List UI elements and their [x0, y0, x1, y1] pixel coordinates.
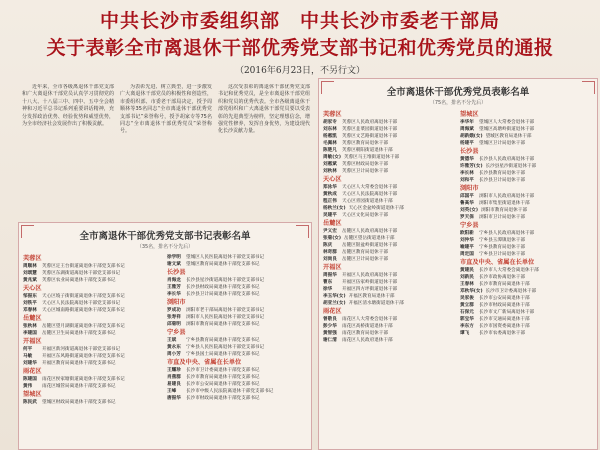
- list-item: [23, 383, 163, 390]
- honoree-name: 黄伟: [23, 384, 33, 389]
- region-heading: 长沙县: [167, 269, 186, 276]
- list-item: [460, 119, 593, 126]
- honoree-name: 陈楚凡: [323, 148, 337, 153]
- honoree-name: 欧阳新: [460, 231, 474, 236]
- list-item: [460, 126, 593, 133]
- honoree-unit: 宁乡县教育局离退休干部党支部书记: [186, 338, 260, 343]
- honoree-name: 陈庆: [323, 243, 333, 248]
- honoree-unit: 浏阳市教育局退休干部: [480, 208, 527, 213]
- list-item: [23, 399, 163, 406]
- honoree-name: 周振华: [323, 273, 337, 278]
- honoree-unit: 芙蓉区农业局离退休干部党支部书记: [42, 278, 116, 283]
- honoree-unit: 开福区伍家岭街道退休干部: [342, 280, 398, 285]
- honoree-name: 郭宝华: [460, 317, 474, 322]
- honoree-name: 黄建民: [460, 268, 474, 273]
- honoree-unit: 宁乡县国土局离退休干部党支部书记: [186, 352, 260, 357]
- region-heading: 浏阳市: [460, 185, 479, 192]
- list-item: [167, 388, 307, 395]
- honoree-name: 鲁高华: [460, 201, 474, 206]
- honoree-unit: 岳麓区人民政府离退休干部: [342, 229, 398, 234]
- list-item: [323, 228, 456, 235]
- list-item: [460, 267, 593, 274]
- honoree-unit: 天心区金盆岭街道退休干部: [348, 206, 404, 211]
- honoree-name: 易建良: [167, 382, 181, 387]
- members-list-subtitle: （75名，排名不分先后）: [429, 100, 487, 106]
- honoree-name: 谢仁清: [323, 338, 337, 343]
- region-heading: 开福区: [23, 338, 42, 345]
- list-item: [460, 156, 593, 163]
- honoree-unit: 天心区人大常委会退休干部: [342, 185, 398, 190]
- honoree-name: 黄德华: [460, 157, 474, 162]
- list-item: [460, 330, 593, 337]
- honoree-unit: 长沙市中级人民法院离退休干部党支部书记: [186, 389, 274, 394]
- region-heading: 市直及中央、省属在长单位: [460, 259, 535, 266]
- honoree-name: 肖燕群: [167, 375, 181, 380]
- region-heading: 芙蓉区: [323, 111, 342, 118]
- list-item: [23, 270, 163, 277]
- honoree-name: 王雅芳: [167, 285, 181, 290]
- list-item: [460, 177, 593, 184]
- honoree-name: 徐学明: [167, 255, 181, 260]
- list-item: [23, 323, 163, 330]
- honoree-unit: 芙蓉区人民政府离退休干部: [342, 120, 398, 125]
- honoree-name: 黄秋成: [323, 192, 337, 197]
- list-item: [460, 295, 593, 302]
- region-heading: 长沙县: [460, 148, 479, 155]
- honoree-unit: 岳麓区望岳街道退休干部: [343, 236, 395, 241]
- honoree-unit: 宁乡县玉潭镇退休干部: [479, 238, 525, 243]
- list-item: [323, 191, 456, 198]
- honoree-unit: 浏阳市老干部局离退休干部党支部书记: [186, 308, 265, 313]
- honoree-unit: 天心区文化局退休干部: [342, 213, 388, 218]
- list-item: [460, 140, 593, 147]
- honoree-name: 黄智强: [323, 331, 337, 336]
- honoree-unit: 开福区教育局退休干部: [348, 294, 395, 299]
- honoree-unit: 雨花区人民政府退休干部: [342, 338, 393, 343]
- honoree-unit: 芙蓉区教育局退休干部: [342, 141, 388, 146]
- honoree-unit: 雨花区高桥街道退休干部: [342, 324, 393, 329]
- list-item: [323, 235, 456, 242]
- list-item: [460, 133, 593, 140]
- list-item: [23, 307, 163, 314]
- list-item: [460, 170, 593, 177]
- honoree-name: 张菊(女): [323, 236, 341, 241]
- region-heading: 雨花区: [23, 368, 42, 375]
- honoree-unit: 浏阳市人民医院离退休干部党支部书记: [186, 315, 265, 320]
- honoree-unit: 天心区坡子街街道离退休干部党支部书记: [42, 294, 125, 299]
- list-item: [167, 395, 307, 402]
- honoree-unit: 开福区人民政府离退休干部: [342, 273, 398, 278]
- honoree-unit: 长沙市国资委离退休干部: [479, 324, 530, 329]
- honoree-unit: 宁乡县人民医院离退休干部党支部书记: [186, 345, 265, 350]
- honoree-unit: 长沙县星沙街道退休干部: [485, 164, 537, 169]
- honoree-unit: 雨花区城管局离退休干部党支部书记: [42, 384, 116, 389]
- honoree-unit: 宁乡县卫计局退休干部: [479, 252, 525, 257]
- list-item: [167, 254, 307, 261]
- honoree-name: 石保元: [460, 310, 474, 315]
- list-item: [167, 337, 307, 344]
- honoree-name: 黄兆斌: [23, 278, 37, 283]
- honoree-unit: 浏阳市集里街道退休干部: [479, 201, 530, 206]
- honoree-name: 邓秋华(女): [460, 289, 483, 294]
- list-item: [323, 242, 456, 249]
- honoree-name: 曾敬良: [323, 317, 337, 322]
- honoree-name: 刘颂慧: [23, 271, 37, 276]
- honoree-unit: 芙蓉区文艺路街道退休干部: [342, 134, 398, 139]
- list-item: [167, 284, 307, 291]
- honoree-name: 许雅芳(女): [460, 164, 483, 169]
- honoree-name: 周海斌: [460, 127, 474, 132]
- secretaries-list-columns: [19, 250, 311, 406]
- honoree-unit: 望城区人民医院离退休干部党支部书记: [186, 255, 265, 260]
- honoree-name: 李建国: [23, 331, 37, 336]
- list-item: [323, 323, 456, 330]
- region-heading: 岳麓区: [23, 315, 42, 322]
- honoree-name: 何平: [23, 347, 33, 352]
- honoree-name: 刘惠斌: [323, 162, 337, 167]
- list-item: [323, 133, 456, 140]
- honoree-name: 李玉华(女): [323, 294, 346, 299]
- honoree-unit: 芙蓉区定王台街道离退休干部党支部书记: [42, 264, 125, 269]
- list-item: [323, 140, 456, 147]
- honoree-name: 周顺林: [23, 264, 37, 269]
- honoree-unit: 长沙市卫计委离退休干部: [485, 289, 537, 294]
- honoree-name: 刘仲华: [460, 238, 474, 243]
- honoree-unit: 望城区教育局退休干部: [485, 134, 532, 139]
- honoree-name: 李长华: [167, 292, 181, 297]
- list-item: [460, 214, 593, 221]
- list-item: [460, 251, 593, 258]
- name-list-column: [460, 110, 593, 344]
- list-item: [460, 237, 593, 244]
- honoree-unit: 芙蓉区财政局退休干部: [342, 162, 388, 167]
- honoree-unit: 芙蓉区朝阳街道退休干部: [342, 148, 393, 153]
- honoree-unit: 长沙市公安局离退休干部党支部书记: [186, 382, 260, 387]
- honoree-unit: 开福区教育局离退休干部党支部书记: [42, 361, 116, 366]
- list-item: [460, 302, 593, 309]
- list-item: [167, 261, 307, 268]
- list-item: [323, 154, 456, 161]
- honoree-name: 谭飞: [460, 331, 470, 336]
- honoree-name: 刘铁平: [23, 301, 37, 306]
- honoree-unit: 岳麓区教育局退休干部: [342, 250, 388, 255]
- honoree-name: 刘新民: [460, 275, 474, 280]
- honoree-name: 罗天保: [460, 215, 474, 220]
- members-list-columns: [319, 106, 597, 344]
- honoree-unit: 芙蓉区东湖街道离退休干部党支部书记: [42, 271, 121, 276]
- honoree-name: 马敏: [23, 354, 33, 359]
- honoree-unit: 长沙市文广新局离退休干部: [479, 310, 535, 315]
- honoree-name: 王峰: [167, 389, 177, 394]
- list-item: [23, 277, 163, 284]
- honoree-name: 杨惠凯: [323, 134, 337, 139]
- list-item: [23, 263, 163, 270]
- region-heading: 雨花区: [323, 308, 342, 315]
- honoree-name: 郑泳华: [323, 185, 337, 190]
- honoree-unit: 长沙市公安局离退休干部: [479, 296, 530, 301]
- list-item: [323, 168, 456, 175]
- list-item: [323, 279, 456, 286]
- honoree-unit: 宁乡县教育局退休干部: [479, 245, 525, 250]
- honoree-unit: 浏阳市卫计局退休干部: [479, 215, 525, 220]
- honoree-name: 黄永东: [167, 345, 181, 350]
- list-item: [167, 314, 307, 321]
- list-item: [23, 353, 163, 360]
- notice-paragraph: 这次受表彰的离退休干部优秀党支部书记和优秀党员，是全市离退休干部党组织和党员的优秀代表。全市各级离退休干部党组织和广大离退休干部党员要以受表彰的先进典型为榜样，坚定理想信念，增强党性修养，发挥自身优势，为建设现代化长沙贡献力量。: [218, 84, 310, 135]
- list-item: [460, 316, 593, 323]
- honoree-name: 周小芳: [167, 352, 181, 357]
- honoree-unit: 望城区人大常委会退休干部: [479, 120, 535, 125]
- name-list-column: [323, 110, 456, 344]
- region-heading: 天心区: [323, 176, 342, 183]
- region-heading: 望城区: [460, 111, 479, 118]
- honoree-unit: 岳麓区卫生局离退休干部党支部书记: [42, 331, 116, 336]
- list-item: [323, 161, 456, 168]
- name-list-column: [23, 254, 163, 406]
- honoree-name: 胡家专: [323, 120, 337, 125]
- honoree-name: 喻建平: [460, 245, 474, 250]
- list-item: [460, 230, 593, 237]
- list-item: [167, 291, 307, 298]
- list-item: [323, 119, 456, 126]
- list-item: [323, 205, 456, 212]
- honoree-unit: 天心区青园街道退休干部: [342, 199, 393, 204]
- honoree-unit: 望城区财政局离退休干部党支部书记: [42, 400, 116, 405]
- honoree-unit: 长沙县教育局退休干部: [479, 171, 525, 176]
- honoree-name: 周定国: [460, 252, 474, 257]
- list-item: [23, 330, 163, 337]
- list-item: [323, 147, 456, 154]
- region-heading: 天心区: [23, 285, 42, 292]
- honoree-name: 黄立群: [460, 303, 474, 308]
- list-item: [323, 337, 456, 344]
- honoree-name: 肖海龙: [167, 278, 181, 283]
- honoree-name: 王春林: [460, 282, 474, 287]
- list-item: [167, 321, 307, 328]
- list-item: [460, 323, 593, 330]
- honoree-unit: 长沙市人大常委会离退休干部: [479, 268, 539, 273]
- honoree-name: 林奇群: [323, 250, 337, 255]
- honoree-unit: 开福区四方坪街道退休干部: [342, 287, 398, 292]
- honoree-unit: 长沙市教育局离退休干部党支部书记: [186, 375, 260, 380]
- honoree-name: 刘秋林: [323, 169, 337, 174]
- list-item: [323, 184, 456, 191]
- honoree-name: 尹义宏: [323, 229, 337, 234]
- honoree-unit: 浏阳市教育局离退休干部党支部书记: [186, 322, 260, 327]
- honoree-name: 王斌: [167, 338, 177, 343]
- region-heading: 浏阳市: [167, 299, 186, 306]
- honoree-unit: 长沙市交通局离退休干部: [479, 317, 530, 322]
- honoree-name: 张寿祥: [167, 315, 181, 320]
- honoree-unit: 长沙县卫计局离退休干部党支部书记: [186, 292, 260, 297]
- honoree-unit: 长沙市政协离退休干部: [479, 275, 525, 280]
- list-item: [167, 367, 307, 374]
- honoree-unit: 雨花区侯家塘街道离退休干部党支部书记: [42, 377, 125, 382]
- list-item: [460, 274, 593, 281]
- list-item: [23, 376, 163, 383]
- honoree-name: 吴家俊: [460, 296, 474, 301]
- honoree-unit: 开福区清水塘街道退休干部: [348, 301, 404, 306]
- honoree-unit: 长沙市财政局离退休干部党支部书记: [186, 396, 260, 401]
- secretaries-list-subtitle: （35名，排名不分先后）: [136, 244, 194, 250]
- honoree-name: 陈建国: [23, 377, 37, 382]
- honoree-unit: 长沙市教育局离退休干部: [479, 282, 530, 287]
- corner-ornament: [582, 81, 595, 94]
- list-item: [323, 256, 456, 263]
- corner-ornament: [321, 81, 334, 94]
- region-heading: 望城区: [23, 391, 42, 398]
- honoree-unit: 雨花区教育局退休干部: [342, 331, 388, 336]
- honoree-name: 胡亚兰(女): [323, 301, 346, 306]
- list-item: [323, 272, 456, 279]
- list-item: [323, 286, 456, 293]
- honoree-name: 杨建平: [460, 141, 474, 146]
- honoree-unit: 长沙县人民政府离退休干部: [479, 157, 535, 162]
- members-list-title: 全市离退休干部优秀党员表彰名单: [386, 87, 530, 98]
- honoree-unit: 岳麓区银盆岭街道退休干部: [342, 243, 398, 248]
- headline-issuers: 中共长沙市委组织部 中共长沙市委老干部局: [99, 10, 500, 32]
- honoree-unit: 长沙县星沙街道离退休干部党支部书记: [186, 278, 265, 283]
- list-item: [460, 281, 593, 288]
- list-item: [323, 212, 456, 219]
- honoree-unit: 天心区人民法院离退休干部党支部书记: [42, 301, 121, 306]
- name-list-column: [167, 254, 307, 406]
- honoree-name: 吴建平: [323, 213, 337, 218]
- honoree-unit: 芙蓉区韭菜园街道退休干部: [342, 127, 398, 132]
- headline-title: 关于表彰全市离退休干部优秀党支部书记和优秀党员的通报: [46, 37, 554, 59]
- honoree-unit: 宁乡县人民政府离退休干部: [479, 231, 535, 236]
- honoree-unit: 开福区东风路街道离退休干部党支部书记: [42, 354, 125, 359]
- secretaries-list-title: 全市离退休干部优秀党支部书记表彰名单: [79, 231, 251, 242]
- list-item: [23, 293, 163, 300]
- list-item: [167, 381, 307, 388]
- honoree-unit: 望城区教育局离退休干部党支部书记: [186, 262, 260, 267]
- honoree-name: 周敏(女): [323, 155, 341, 160]
- list-item: [323, 293, 456, 300]
- list-item: [23, 346, 163, 353]
- honoree-name: 李华年: [460, 120, 474, 125]
- list-item: [323, 126, 456, 133]
- notice-paragraph: 为表彰先进、树立典型，进一步激发广大离退休干部党员的积极性和创造性，市委组织部、市委老干部局决定，授予周顺林等35名同志“全市离退休干部优秀党支部书记”荣誉称号，授予胡家专等75名同志“全市离退休干部优秀党员”荣誉称号。: [120, 84, 212, 135]
- notice-body: [22, 84, 310, 210]
- list-item: [323, 300, 456, 307]
- honoree-name: 曹东: [323, 280, 333, 285]
- notice-paragraph: 近年来，全市各级离退休干部党支部和广大离退休干部党员认真学习贯彻党的十八大、十八届三中、四中、五中全会精神和习近平总书记系列重要讲话精神，充分发挥政治优势、经验优势和威望优势，为全市经济社会发展作出了积极贡献。: [22, 84, 114, 128]
- honoree-name: 陈民武: [23, 400, 37, 405]
- members-list-panel: [318, 78, 598, 450]
- honoree-name: 刘建华: [23, 361, 37, 366]
- honoree-unit: 长沙市财政局离退休干部: [479, 303, 530, 308]
- honoree-unit: 芙蓉区马王堆街道退休干部: [343, 155, 400, 160]
- list-item: [460, 207, 593, 214]
- honoree-name: 胡新娥(女): [460, 134, 483, 139]
- secretaries-list-panel: [18, 222, 312, 450]
- list-item: [460, 200, 593, 207]
- honoree-name: 彭少华: [323, 324, 337, 329]
- list-item: [167, 344, 307, 351]
- list-item: [167, 307, 307, 314]
- honoree-unit: 长沙县卫计局退休干部: [479, 178, 525, 183]
- honoree-unit: 长沙市农委离退休干部: [479, 331, 525, 336]
- region-heading: 宁乡县: [167, 329, 186, 336]
- list-item: [167, 277, 307, 284]
- honoree-name: 邹振东: [23, 294, 37, 299]
- honoree-name: 谢文斌: [167, 262, 181, 267]
- honoree-unit: 岳麓区卫计局退休干部: [342, 257, 388, 262]
- honoree-name: 邓春林: [23, 308, 37, 313]
- list-item: [23, 360, 163, 367]
- region-heading: 宁乡县: [460, 222, 479, 229]
- honoree-unit: 望城区卫计局退休干部: [479, 141, 525, 146]
- list-item: [167, 374, 307, 381]
- honoree-name: 刘英(女): [460, 208, 478, 213]
- list-item: [323, 198, 456, 205]
- honoree-name: 张秋林: [23, 324, 37, 329]
- honoree-unit: 浏阳市人民政府离退休干部: [479, 194, 535, 199]
- region-heading: 开福区: [323, 264, 342, 271]
- list-item: [460, 244, 593, 251]
- honoree-unit: 望城区高塘岭街道退休干部: [479, 127, 535, 132]
- honoree-name: 毛佩林: [323, 141, 337, 146]
- list-item: [23, 300, 163, 307]
- list-item: [460, 163, 593, 170]
- honoree-name: 罗成功: [167, 308, 181, 313]
- honoree-unit: 天心区城南路街道离退休干部党支部书记: [42, 308, 125, 313]
- region-heading: 岳麓区: [323, 220, 342, 227]
- honoree-unit: 雨花区人大常委会退休干部: [342, 317, 398, 322]
- honoree-name: 杨秋兰(女): [323, 206, 346, 211]
- list-item: [167, 351, 307, 358]
- honoree-name: 唐振华: [167, 396, 181, 401]
- honoree-unit: 长沙县财政局离退休干部党支部书记: [186, 285, 260, 290]
- list-item: [323, 316, 456, 323]
- list-item: [460, 193, 593, 200]
- honoree-unit: 长沙市卫计委离退休干部党支部书记: [186, 368, 260, 373]
- region-heading: 市直及中央、省属在长单位: [167, 359, 242, 366]
- honoree-name: 刘尚良: [323, 257, 337, 262]
- honoree-unit: 芙蓉区卫计局退休干部: [342, 169, 388, 174]
- honoree-name: 刘东林: [323, 127, 337, 132]
- honoree-name: 徐华: [323, 287, 333, 292]
- honoree-name: 程正伟: [323, 199, 337, 204]
- honoree-name: 李东方: [460, 324, 474, 329]
- list-item: [460, 288, 593, 295]
- list-item: [460, 309, 593, 316]
- honoree-unit: 开福区新河街道离退休干部党支部书记: [42, 347, 121, 352]
- corner-ornament: [296, 225, 309, 238]
- list-item: [323, 330, 456, 337]
- region-heading: 芙蓉区: [23, 255, 42, 262]
- honoree-name: 邱菊明: [167, 322, 181, 327]
- list-item: [323, 249, 456, 256]
- honoree-name: 邱国平: [460, 194, 474, 199]
- corner-ornament: [21, 225, 34, 238]
- honoree-name: 刘和平: [460, 178, 474, 183]
- honoree-unit: 天心区人民法院离退休干部: [342, 192, 398, 197]
- honoree-unit: 岳麓区望月湖街道离退休干部党支部书记: [42, 324, 125, 329]
- honoree-name: 王耀珍: [167, 368, 181, 373]
- dateline: （2016年6月23日，不另行文）: [234, 66, 366, 76]
- honoree-name: 李长林: [460, 171, 474, 176]
